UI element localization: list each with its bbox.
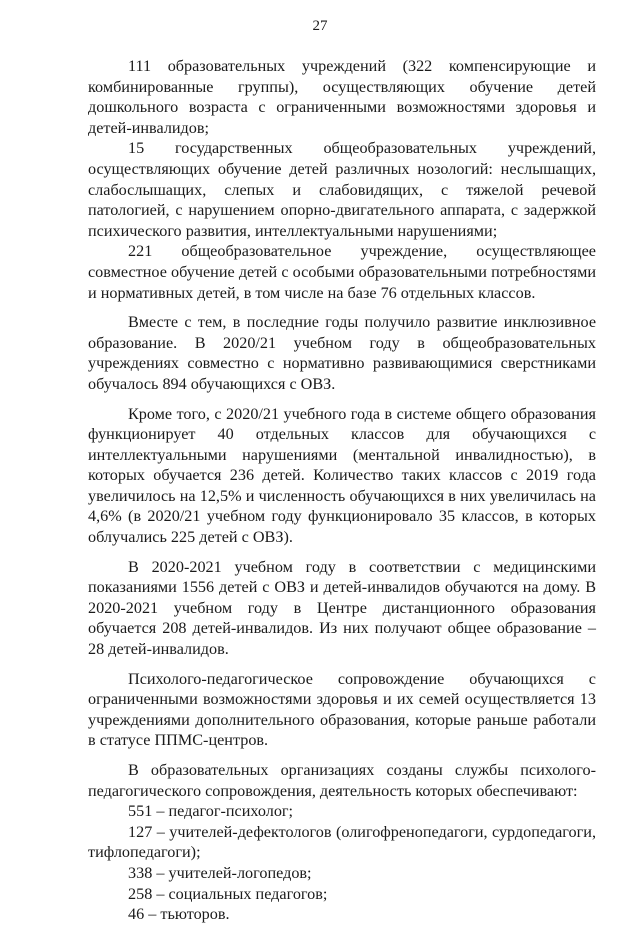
list-item-social-teachers: 258 – социальных педагогов; (128, 884, 328, 903)
list-item-psychologists: 551 – педагог-психолог; (128, 802, 294, 821)
paragraph-joint-education: 221 общеобразовательное учреждение, осуществляющее совместное обучение детей с особыми образовательными потребностями и нормативных детей, в том числе на базе 76 отдельных классов. (88, 242, 596, 302)
paragraph-state-schools: 15 государственных общеобразовательных учреждений, осуществляющих обучение детей различных нозологий: неслышащих, слабослышащих, слепых и слабовидящих, с тяжелой речевой патологией, с нарушением опорно-двигательного аппарата, с задержкой психического развития, интеллектуальными нарушениями; (88, 139, 596, 240)
list-item-defectologists: 127 – учителей-дефектологов (олигофренопедагоги, сурдопедагоги, тифлопедагоги); (88, 822, 596, 862)
paragraph-preschool-institutions: 111 образовательных учреждений (322 компенсирующие и комбинированные группы), осуществляющих обучение детей дошкольного возраста с ограниченными возможностями здоровья и детей-инвалидов; (88, 57, 596, 137)
document-body (88, 56, 596, 925)
paragraph-home-schooling: В 2020-2021 учебном году в соответствии с медицинскими показаниями 1556 детей с ОВЗ и детей-инвалидов обучаются на дому. В 2020-2021 учебном году в Центре дистанционного образования обучается 208 детей-инвалидов. Из них получают общее образование – 28 детей-инвалидов. (88, 557, 596, 659)
paragraph-support-services: В образовательных организациях созданы службы психолого-педагогического сопровождения, деятельность которых обеспечивают: (88, 761, 596, 800)
paragraph-psychological-support: Психолого-педагогическое сопровождение обучающихся с ограниченными возможностями здоровья и их семей осуществляется 13 учреждениями дополнительного образования, которые раньше работали в статусе ППМС-центров. (88, 669, 596, 750)
paragraph-inclusive-education: Вместе с тем, в последние годы получило развитие инклюзивное образование. В 2020/21 учебном году в общеобразовательных учреждениях совместно с нормативно развивающимися сверстниками обучалось 894 обучающихся с ОВЗ. (88, 313, 596, 393)
page-number: 27 (312, 18, 328, 34)
paragraph-separate-classes: Кроме того, с 2020/21 учебного года в системе общего образования функционирует 40 отдельных классов для обучающихся с интеллектуальными нарушениями (ментальной инвалидностью), в которых обучается 236 детей. Количество таких классов с 2019 года увеличилось на 12,5% и численность обучающихся в них увеличилась на 4,6% (в 2020/21 учебном году функционировало 35 классов, в которых облучались 225 детей с ОВЗ). (88, 404, 596, 547)
list-item-speech-therapists: 338 – учителей-логопедов; (128, 863, 312, 882)
list-item-tutors: 46 – тьюторов. (128, 905, 230, 924)
